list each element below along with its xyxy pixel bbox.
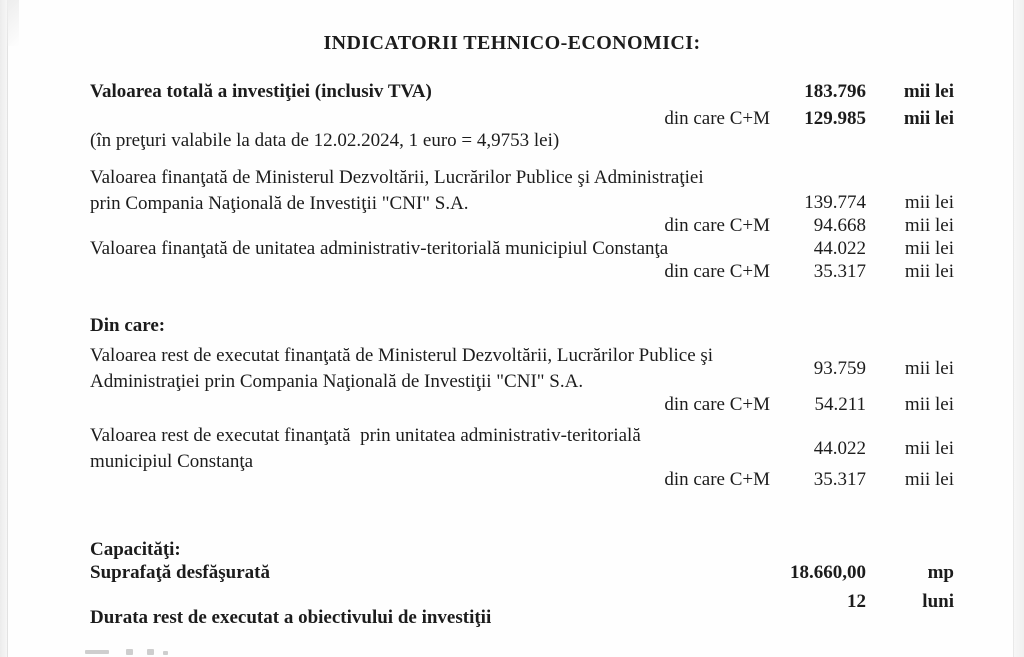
- uat-cm-label: din care C+M: [664, 261, 770, 282]
- rest-uat-unit: mii lei: [904, 438, 954, 459]
- rest-mdlpa-cm-value: 54.211: [814, 394, 866, 415]
- cutoff-line-fragment: [163, 651, 168, 655]
- din-care-heading: Din care:: [90, 315, 166, 336]
- total-cm-value: 129.985: [804, 108, 866, 129]
- price-validity-note: (în preţuri valabile la data de 12.02.2024, 1 euro = 4,9753 lei): [90, 130, 560, 151]
- rest-mdlpa-line2: Administraţiei prin Compania Naţională de Investiţii "CNI" S.A.: [90, 371, 584, 392]
- document-title: INDICATORII TEHNICO-ECONOMICI:: [323, 32, 701, 54]
- rest-mdlpa-line1: Valoarea rest de executat finanţată de Ministerul Dezvoltării, Lucrărilor Publice şi: [90, 345, 714, 366]
- mdlpa-cm-value: 94.668: [813, 215, 866, 236]
- total-investment-unit: mii lei: [903, 81, 954, 102]
- cutoff-line-fragment: [147, 649, 154, 655]
- rest-mdlpa-unit: mii lei: [904, 358, 954, 379]
- rest-uat-cm-label: din care C+M: [664, 469, 770, 490]
- mdlpa-financed-line1: Valoarea finanţată de Ministerul Dezvoltării, Lucrărilor Publice şi Administraţiei: [90, 167, 704, 188]
- cutoff-line-fragment: [126, 649, 133, 655]
- uat-cm-value: 35.317: [813, 261, 866, 282]
- suprafata-label: Suprafaţă desfăşurată: [90, 562, 270, 583]
- scan-edge-right: [1013, 0, 1024, 657]
- mdlpa-financed-line2: prin Compania Naţională de Investiţii "CNI" S.A.: [90, 193, 469, 214]
- rest-mdlpa-value: 93.759: [813, 358, 866, 379]
- rest-uat-cm-value: 35.317: [813, 469, 866, 490]
- total-cm-unit: mii lei: [903, 108, 954, 129]
- mdlpa-cm-label: din care C+M: [664, 215, 770, 236]
- scan-edge-left: [0, 0, 8, 657]
- cutoff-line-fragment: [85, 650, 109, 654]
- rest-uat-line2: municipiul Constanţa: [90, 451, 254, 472]
- rest-uat-line1: Valoarea rest de executat finanţată prin unitatea administrativ-teritorială: [90, 425, 641, 446]
- total-investment-value: 183.796: [804, 81, 866, 102]
- capacitati-heading: Capacităţi:: [90, 539, 181, 560]
- mdlpa-financed-value: 139.774: [804, 192, 866, 213]
- durata-unit: luni: [922, 591, 954, 612]
- uat-financed-label: Valoarea finanţată de unitatea administrativ-teritorială municipiul Constanţa: [90, 238, 669, 259]
- rest-uat-value: 44.022: [813, 438, 866, 459]
- rest-mdlpa-cm-unit: mii lei: [904, 394, 954, 415]
- mdlpa-financed-unit: mii lei: [904, 192, 954, 213]
- suprafata-value: 18.660,00: [790, 562, 866, 583]
- suprafata-unit: mp: [927, 562, 954, 583]
- rest-mdlpa-cm-label: din care C+M: [664, 394, 770, 415]
- uat-cm-unit: mii lei: [904, 261, 954, 282]
- durata-value: 12: [847, 591, 866, 612]
- uat-financed-unit: mii lei: [904, 238, 954, 259]
- uat-financed-value: 44.022: [813, 238, 866, 259]
- total-investment-label: Valoarea totală a investiţiei (inclusiv TVA): [90, 81, 432, 102]
- mdlpa-cm-unit: mii lei: [904, 215, 954, 236]
- rest-uat-cm-unit: mii lei: [904, 469, 954, 490]
- total-cm-label: din care C+M: [664, 108, 770, 129]
- durata-label: Durata rest de executat a obiectivului de investiţii: [90, 607, 492, 628]
